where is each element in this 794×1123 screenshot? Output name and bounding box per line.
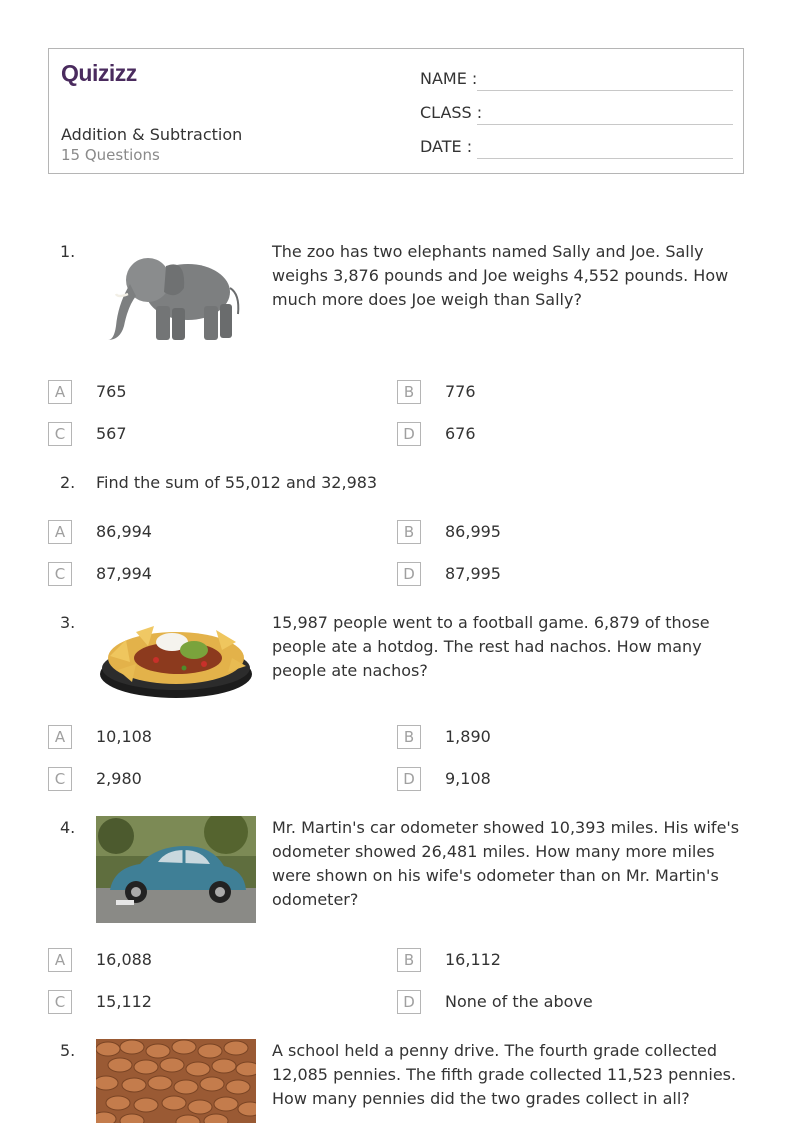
option-a-text[interactable]: 16,088 (96, 950, 152, 969)
option-a-box[interactable]: A (48, 948, 72, 972)
option-a-box[interactable]: A (48, 380, 72, 404)
option-c-text[interactable]: 567 (96, 424, 127, 443)
option-a-box[interactable]: A (48, 725, 72, 749)
option-b-text[interactable]: 776 (445, 382, 476, 401)
option-c-box[interactable]: C (48, 990, 72, 1014)
option-c-box[interactable]: C (48, 562, 72, 586)
option-d-text[interactable]: 676 (445, 424, 476, 443)
option-d-text[interactable]: 9,108 (445, 769, 491, 788)
question-text: A school held a penny drive. The fourth grade collected 12,085 pennies. The fifth grade collected 11,523 pennies. How many pennies did the two grades collect in all? (272, 1041, 737, 1108)
option-d-text[interactable]: None of the above (445, 992, 593, 1011)
option-d-box[interactable]: D (397, 990, 421, 1014)
option-c-text[interactable]: 15,112 (96, 992, 152, 1011)
option-c-box[interactable]: C (48, 767, 72, 791)
question-text: The zoo has two elephants named Sally and Joe. Sally weighs 3,876 pounds and Joe weighs 4,552 pounds. How much more does Joe weigh than Sally? (272, 242, 729, 309)
class-label: CLASS : (420, 103, 483, 122)
quizizz-logo (61, 59, 153, 87)
nachos-image (96, 612, 256, 702)
option-b-text[interactable]: 1,890 (445, 727, 491, 746)
car-image (96, 816, 256, 923)
question-number: 1. (60, 242, 76, 261)
worksheet-title: Addition & Subtraction (61, 125, 243, 144)
brand-name: Quizizz (61, 60, 137, 86)
option-a-text[interactable]: 86,994 (96, 522, 152, 541)
question-text: 15,987 people went to a football game. 6,879 of those people ate a hotdog. The rest had nachos. How many people ate nachos? (272, 613, 710, 680)
option-d-box[interactable]: D (397, 562, 421, 586)
option-a-box[interactable]: A (48, 520, 72, 544)
option-d-box[interactable]: D (397, 422, 421, 446)
date-label: DATE : (420, 137, 473, 156)
option-b-box[interactable]: B (397, 520, 421, 544)
option-b-text[interactable]: 16,112 (445, 950, 501, 969)
option-b-box[interactable]: B (397, 948, 421, 972)
question-text: Mr. Martin's car odometer showed 10,393 miles. His wife's odometer showed 26,481 miles. How many more miles were shown on his wife's odometer than on Mr. Martin's odometer? (272, 818, 740, 909)
question-count: 15 Questions (61, 146, 160, 164)
question-number: 4. (60, 818, 76, 837)
option-c-text[interactable]: 2,980 (96, 769, 142, 788)
option-b-box[interactable]: B (397, 725, 421, 749)
date-field[interactable] (477, 158, 733, 159)
option-a-text[interactable]: 765 (96, 382, 127, 401)
option-d-box[interactable]: D (397, 767, 421, 791)
option-b-text[interactable]: 86,995 (445, 522, 501, 541)
option-c-box[interactable]: C (48, 422, 72, 446)
name-field[interactable] (477, 90, 733, 91)
option-c-text[interactable]: 87,994 (96, 564, 152, 583)
option-d-text[interactable]: 87,995 (445, 564, 501, 583)
question-number: 3. (60, 613, 76, 632)
class-field[interactable] (477, 124, 733, 125)
pennies-image (96, 1039, 256, 1123)
question-number: 2. (60, 473, 76, 492)
question-number: 5. (60, 1041, 76, 1060)
option-b-box[interactable]: B (397, 380, 421, 404)
name-label: NAME : (420, 69, 478, 88)
elephant-image (100, 244, 250, 348)
option-a-text[interactable]: 10,108 (96, 727, 152, 746)
question-text: Find the sum of 55,012 and 32,983 (96, 473, 378, 492)
worksheet-header (48, 48, 744, 174)
